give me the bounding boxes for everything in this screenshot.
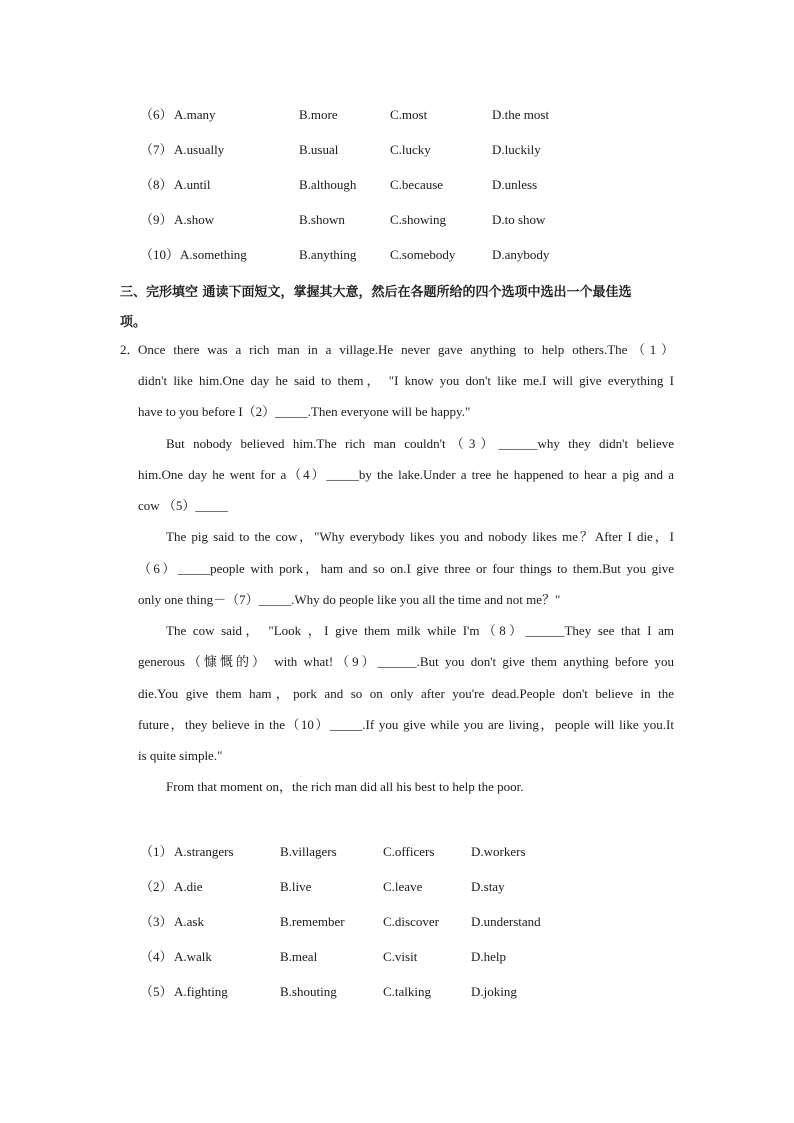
option-c: C.officers [383,844,435,859]
section-heading-line2: 项。 [120,315,147,330]
question-number: （6） [140,107,173,122]
option-a: A.walk [174,949,212,964]
passage-line: die.You give them ham，pork and so on only after you're dead.People don't believe in the [138,686,674,701]
option-a: A.strangers [174,844,234,859]
option-d: D.help [471,949,507,964]
question-number: （2） [140,879,173,894]
option-b: B.remember [280,914,345,929]
option-a: A.fighting [174,984,228,999]
option-c: C.visit [383,949,418,964]
option-a: A.ask [174,914,204,929]
option-d: D.unless [492,177,538,192]
option-b: B.shouting [280,984,337,999]
section-heading-line1: 三、完形填空 通读下面短文，掌握其大意，然后在各题所给的四个选项中选出一个最佳选 [120,285,632,300]
option-b: B.shown [299,212,345,227]
option-d: D.luckily [492,142,541,157]
option-c: C.somebody [390,247,456,262]
option-c: C.most [390,107,428,122]
passage-line: only one thing－（7）_____.Why do people like you all the time and not me？" [138,592,561,607]
option-b: B.usual [299,142,339,157]
option-b: B.villagers [280,844,337,859]
option-d: D.joking [471,984,517,999]
option-d: D.workers [471,844,526,859]
question-number: （5） [140,984,173,999]
option-a: A.show [174,212,215,227]
passage-line: The pig said to the cow，"Why everybody likes you and nobody likes me？After I die，I [166,529,674,544]
option-d: D.understand [471,914,541,929]
passage-line: have to you before I（2）_____.Then everyone will be happy." [138,404,471,419]
question-number: （9） [140,212,173,227]
passage-line: cow （5）_____ [138,498,228,513]
option-c: C.showing [390,212,446,227]
question-number: （3） [140,914,173,929]
passage-line: The cow said， "Look ，I give them milk while I'm（8）______They see that I am [166,623,674,638]
question-number: （7） [140,142,173,157]
passage-line: is quite simple." [138,748,223,763]
option-a: A.die [174,879,203,894]
option-a: A.something [180,247,247,262]
option-c: C.because [390,177,444,192]
option-c: C.discover [383,914,439,929]
question-number-2: 2． [120,342,140,357]
passage-line: But nobody believed him.The rich man couldn't（3）______why they didn't believe [166,436,674,451]
passage-line: didn't like him.One day he said to them， "I know you don't like me.I will give everything I [138,373,674,388]
passage-line: From that moment on，the rich man did all his best to help the poor. [166,779,524,794]
option-d: D.anybody [492,247,550,262]
option-a: A.until [174,177,211,192]
passage-line: （6）_____people with pork，ham and so on.I give three or four things to them.But you give [138,561,674,576]
option-d: D.to show [492,212,546,227]
option-a: A.usually [174,142,225,157]
question-number: （4） [140,949,173,964]
question-number: （8） [140,177,173,192]
option-b: B.more [299,107,338,122]
option-b: B.meal [280,949,318,964]
option-c: C.talking [383,984,432,999]
passage-line: generous（慷慨的） with what!（9）______.But you don't give them anything before you [138,654,674,669]
option-c: C.leave [383,879,423,894]
option-b: B.anything [299,247,357,262]
option-b: B.live [280,879,312,894]
option-d: D.the most [492,107,550,122]
option-a: A.many [174,107,216,122]
question-number: （10） [140,247,180,262]
passage-line: Once there was a rich man in a village.He never gave anything to help others.The（1） [138,342,674,357]
passage-line: future，they believe in the（10）_____.If you give while you are living，people will like you.It [138,717,674,732]
option-b: B.although [299,177,357,192]
option-c: C.lucky [390,142,431,157]
question-number: （1） [140,844,173,859]
passage-line: him.One day he went for a（4）_____by the lake.Under a tree he happened to hear a pig and a [138,467,674,482]
option-d: D.stay [471,879,505,894]
